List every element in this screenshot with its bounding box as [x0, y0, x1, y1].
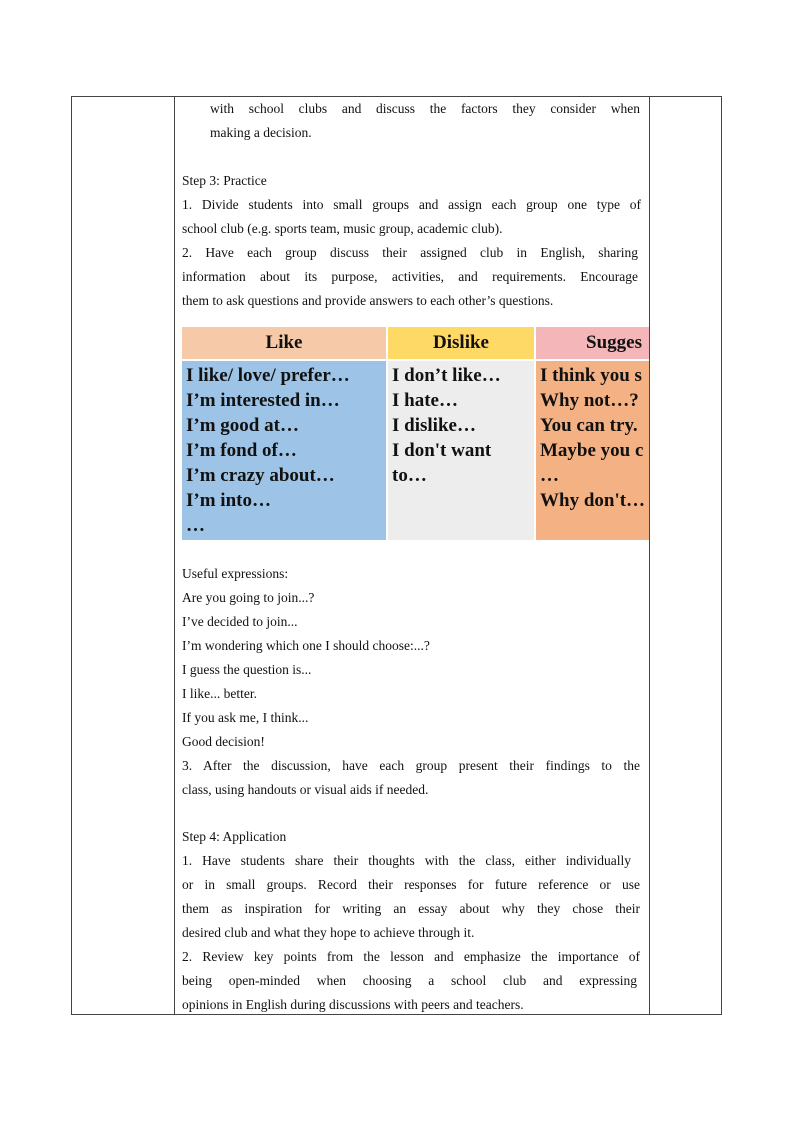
dislike-expression: I don't want — [392, 440, 492, 461]
dislike-expression: I dislike… — [392, 415, 476, 436]
dislike-cell — [388, 361, 534, 540]
suggest-header: Sugges — [536, 327, 649, 359]
step3-paragraph-line: 2. Have each group discuss their assigned club in English, sharing — [182, 245, 638, 260]
step4-paragraph-line: opinions in English during discussions with peers and teachers. — [182, 997, 524, 1012]
dislike-expression: to… — [392, 465, 427, 486]
like-expression: I’m crazy about… — [186, 465, 335, 486]
step4-paragraph-line: being open-minded when choosing a school club and expressing — [182, 973, 637, 988]
useful-heading: Useful expressions: — [182, 566, 289, 581]
dislike-header: Dislike — [388, 327, 534, 359]
like-expression: I’m fond of… — [186, 440, 297, 461]
dislike-expression: I don’t like… — [392, 365, 501, 386]
step4-heading: Step 4: Application — [182, 829, 287, 844]
useful-item: I’ve decided to join... — [182, 614, 298, 629]
intro-line: making a decision. — [210, 125, 312, 140]
like-expression: I like/ love/ prefer… — [186, 365, 350, 386]
step3-paragraph-line: information about its purpose, activities, and requirements. Encourage — [182, 269, 638, 284]
suggest-expression: Why not…? — [540, 390, 639, 411]
dislike-expression: I hate… — [392, 390, 458, 411]
step4-paragraph-line: 1. Have students share their thoughts with the class, either individually — [182, 853, 631, 868]
step3-paragraph-line: them to ask questions and provide answers to each other’s questions. — [182, 293, 554, 308]
suggest-expression: You can try. — [540, 415, 638, 436]
like-header: Like — [182, 327, 386, 359]
step3-paragraph-line: school club (e.g. sports team, music group, academic club). — [182, 221, 503, 236]
suggest-expression: Maybe you c — [540, 440, 644, 461]
useful-item: I’m wondering which one I should choose:...? — [182, 638, 430, 653]
expressions-table — [182, 325, 649, 542]
intro-line: with school clubs and discuss the factors they consider when — [210, 101, 640, 116]
like-expression: I’m good at… — [186, 415, 299, 436]
step4-paragraph-line: 2. Review key points from the lesson and emphasize the importance of — [182, 949, 640, 964]
useful-item: If you ask me, I think... — [182, 710, 309, 725]
like-cell — [182, 361, 386, 540]
step3-paragraph-line: 3. After the discussion, have each group present their findings to the — [182, 758, 640, 773]
step3-heading: Step 3: Practice — [182, 173, 267, 188]
step4-paragraph-line: desired club and what they hope to achieve through it. — [182, 925, 475, 940]
column-divider-right — [649, 96, 650, 1015]
step4-paragraph-line: or in small groups. Record their responses for future reference or use — [182, 877, 640, 892]
like-expression: … — [186, 515, 205, 536]
useful-item: I like... better. — [182, 686, 257, 701]
step4-paragraph-line: them as inspiration for writing an essay about why they chose their — [182, 901, 640, 916]
column-divider-left — [174, 96, 175, 1015]
step3-paragraph-line: class, using handouts or visual aids if needed. — [182, 782, 429, 797]
suggest-expression: I think you s — [540, 365, 642, 386]
step3-paragraph-line: 1. Divide students into small groups and assign each group one type of — [182, 197, 641, 212]
suggest-cell — [536, 361, 649, 540]
useful-item: I guess the question is... — [182, 662, 312, 677]
useful-item: Are you going to join...? — [182, 590, 315, 605]
like-expression: I’m interested in… — [186, 390, 340, 411]
suggest-expression: … — [540, 465, 559, 486]
like-expression: I’m into… — [186, 490, 271, 511]
useful-item: Good decision! — [182, 734, 265, 749]
suggest-expression: Why don't… — [540, 490, 646, 511]
